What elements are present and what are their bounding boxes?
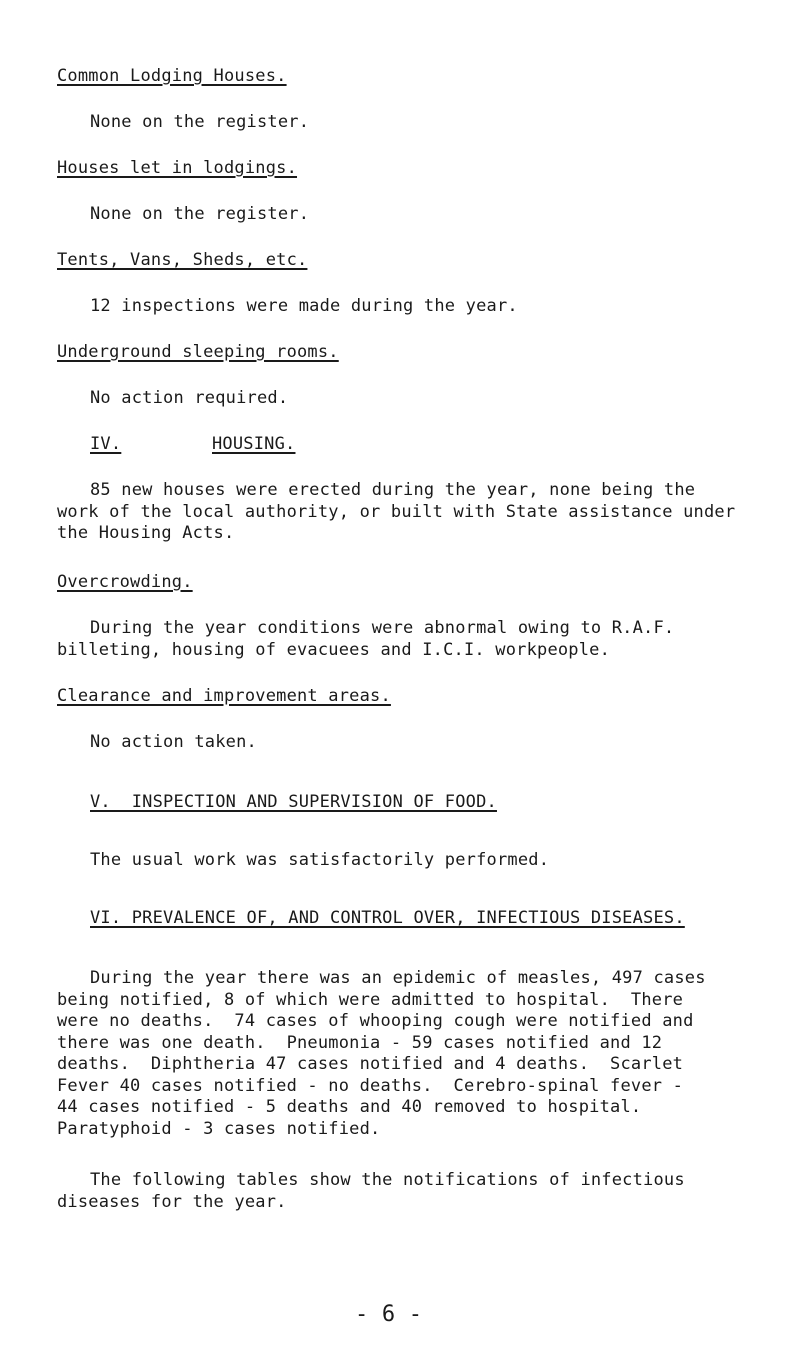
page-number: - 6 - [355, 1302, 423, 1327]
housing-section-title: HOUSING. [212, 434, 296, 454]
overcrowding-line-2: billeting, housing of evacuees and I.C.I. workpeople. [57, 639, 611, 660]
tables-paragraph [57, 1170, 685, 1213]
infectious-line-3: were no deaths. 74 cases of whooping cough were notified and [57, 1011, 694, 1031]
overcrowding-heading: Overcrowding. [57, 572, 193, 592]
tables-line-2: diseases for the year. [57, 1191, 287, 1212]
infectious-paragraph [57, 968, 706, 1140]
food-text: The usual work was satisfactorily performed. [90, 850, 550, 870]
infectious-line-6: Fever 40 cases notified - no deaths. Cerebro-spinal fever - [57, 1075, 684, 1096]
infectious-line-8: Paratyphoid - 3 cases notified. [57, 1118, 381, 1139]
housing-line-3: the Housing Acts. [57, 523, 235, 543]
underground-text: No action required. [90, 388, 289, 408]
clearance-text: No action taken. [90, 732, 257, 752]
underground-heading: Underground sleeping rooms. [57, 342, 339, 362]
clearance-heading: Clearance and improvement areas. [57, 686, 391, 706]
common-lodging-heading: Common Lodging Houses. [57, 66, 287, 86]
tents-heading: Tents, Vans, Sheds, etc. [57, 250, 308, 270]
infectious-line-5: deaths. Diphtheria 47 cases notified and 4 deaths. Scarlet [57, 1054, 684, 1074]
overcrowding-line-1: During the year conditions were abnormal owing to R.A.F. [90, 618, 675, 638]
overcrowding-paragraph [57, 618, 674, 661]
tents-text: 12 inspections were made during the year. [90, 296, 518, 316]
common-lodging-text: None on the register. [90, 112, 310, 132]
housing-paragraph [57, 480, 735, 545]
infectious-line-4: there was one death. Pneumonia - 59 cases notified and 12 [57, 1032, 663, 1053]
infectious-line-1: During the year there was an epidemic of measles, 497 cases [90, 968, 706, 988]
tables-line-1: The following tables show the notifications of infectious [90, 1170, 685, 1190]
infectious-line-2: being notified, 8 of which were admitted to hospital. There [57, 989, 684, 1010]
houses-let-heading: Houses let in lodgings. [57, 158, 298, 178]
infectious-section-title: VI. PREVALENCE OF, AND CONTROL OVER, INFECTIOUS DISEASES. [90, 908, 685, 928]
houses-let-text: None on the register. [90, 204, 310, 224]
housing-line-1: 85 new houses were erected during the year, none being the [90, 480, 696, 500]
housing-section-number: IV. [90, 434, 122, 454]
food-section-title: V. INSPECTION AND SUPERVISION OF FOOD. [90, 792, 497, 812]
infectious-line-7: 44 cases notified - 5 deaths and 40 removed to hospital. [57, 1097, 642, 1117]
housing-line-2: work of the local authority, or built with State assistance under [57, 501, 736, 522]
